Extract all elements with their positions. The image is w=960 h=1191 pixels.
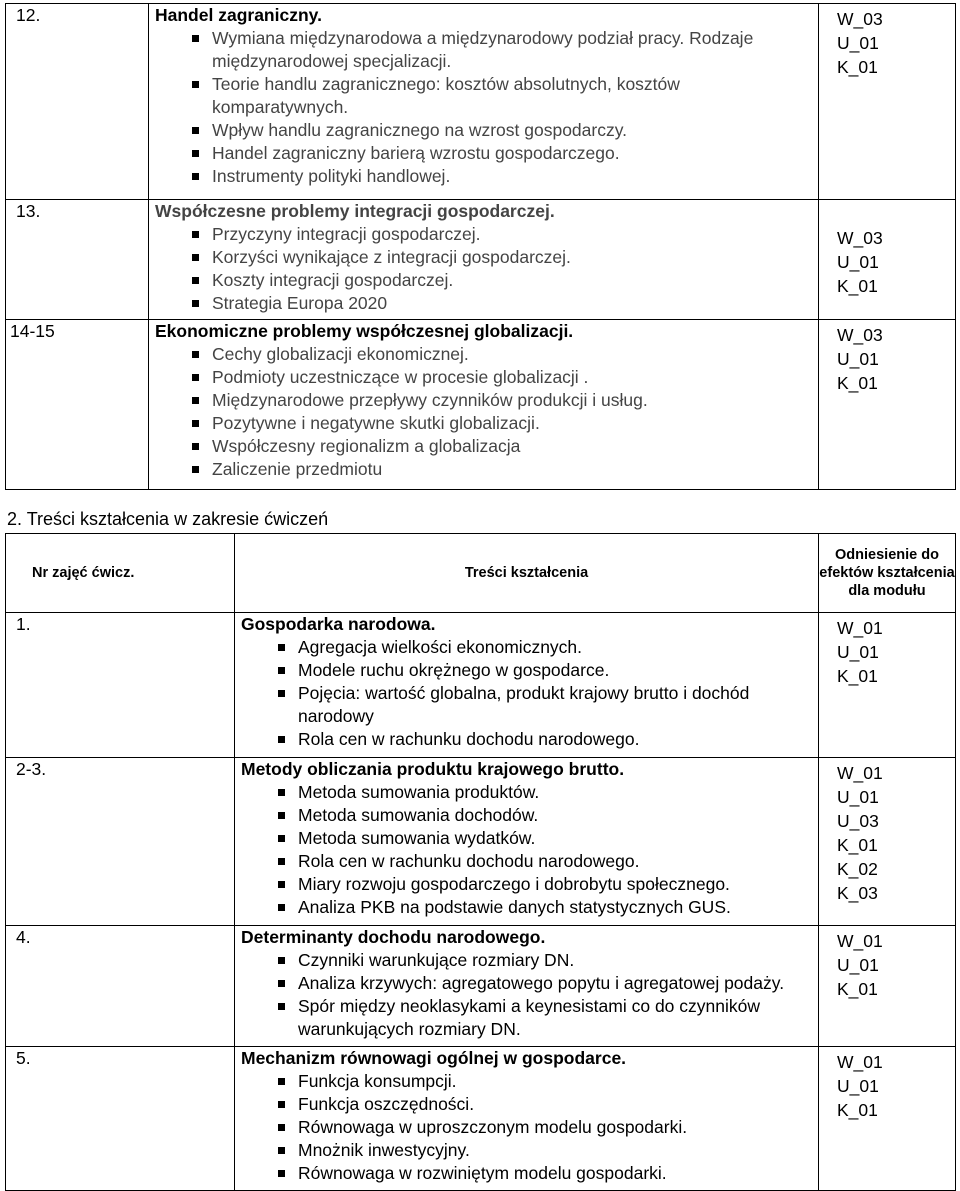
effect-code: U_01 [837, 33, 879, 53]
row-content [235, 758, 819, 926]
list-item: Teorie handlu zagranicznego: kosztów absolutnych, kosztów komparatywnych. [155, 73, 818, 119]
list-item: Metoda sumowania produktów. [241, 781, 818, 804]
effects-cell [819, 926, 956, 1047]
effect-code: W_03 [837, 325, 883, 345]
list-item: Cechy globalizacji ekonomicznej. [155, 343, 818, 366]
row-number: 4. [6, 926, 235, 1047]
effects-cell [819, 4, 956, 200]
effect-code: W_01 [837, 1052, 883, 1072]
effect-code: K_01 [837, 373, 878, 393]
row-number: 1. [6, 613, 235, 758]
row-title: Metody obliczania produktu krajowego brutto. [241, 759, 625, 779]
row-content [149, 200, 819, 320]
effect-code: W_01 [837, 931, 883, 951]
list-item: Zaliczenie przedmiotu [155, 458, 818, 481]
effect-code: W_01 [837, 763, 883, 783]
effect-code: U_01 [837, 642, 879, 662]
list-item: Agregacja wielkości ekonomicznych. [241, 636, 818, 659]
effect-code: U_01 [837, 349, 879, 369]
column-header-effects: Odniesienie do efektów kształcenia dla modułu [819, 534, 956, 613]
effects-cell [819, 320, 956, 490]
list-item: Wymiana międzynarodowa a międzynarodowy podział pracy. Rodzaje międzynarodowej specjalizacji. [155, 27, 818, 73]
effect-code: K_01 [837, 979, 878, 999]
row-content [235, 1047, 819, 1191]
list-item: Rola cen w rachunku dochodu narodowego. [241, 728, 818, 751]
list-item: Czynniki warunkujące rozmiary DN. [241, 949, 818, 972]
table-row [6, 758, 956, 926]
effect-code: W_03 [837, 9, 883, 29]
list-item: Handel zagraniczny barierą wzrostu gospodarczego. [155, 142, 818, 165]
effects-cell [819, 758, 956, 926]
list-item: Podmioty uczestniczące w procesie globalizacji . [155, 366, 818, 389]
bullet-list [155, 223, 818, 315]
list-item: Wpływ handlu zagranicznego na wzrost gospodarczy. [155, 119, 818, 142]
table-row [6, 320, 956, 490]
bullet-list [241, 636, 818, 751]
list-item: Strategia Europa 2020 [155, 292, 818, 315]
list-item: Instrumenty polityki handlowej. [155, 165, 818, 188]
table-row [6, 613, 956, 758]
list-item: Równowaga w uproszczonym modelu gospodarki. [241, 1116, 818, 1139]
row-number: 14-15 [6, 320, 149, 490]
bullet-list [155, 27, 818, 188]
effects-cell [819, 613, 956, 758]
table-row [6, 4, 956, 200]
row-number: 13. [6, 200, 149, 320]
row-title: Handel zagraniczny. [155, 5, 322, 25]
list-item: Pozytywne i negatywne skutki globalizacji. [155, 412, 818, 435]
column-header-content: Treści kształcenia [235, 534, 819, 613]
row-number: 12. [6, 4, 149, 200]
list-item: Metoda sumowania dochodów. [241, 804, 818, 827]
effect-code: W_03 [837, 228, 883, 248]
effects-cell [819, 200, 956, 320]
list-item: Modele ruchu okrężnego w gospodarce. [241, 659, 818, 682]
row-content [235, 926, 819, 1047]
bullet-list [155, 343, 818, 481]
row-number: 2-3. [6, 758, 235, 926]
topics-table-exercises [5, 533, 956, 1191]
effect-code: W_01 [837, 618, 883, 638]
table-row [6, 200, 956, 320]
effect-code: K_01 [837, 57, 878, 77]
list-item: Koszty integracji gospodarczej. [155, 269, 818, 292]
row-content [149, 320, 819, 490]
row-title: Ekonomiczne problemy współczesnej globalizacji. [155, 321, 574, 341]
list-item: Pojęcia: wartość globalna, produkt krajowy brutto i dochód narodowy [241, 682, 818, 728]
bullet-list [241, 1070, 818, 1185]
effect-code: K_02 [837, 859, 878, 879]
row-number: 5. [6, 1047, 235, 1191]
list-item: Równowaga w rozwiniętym modelu gospodarki. [241, 1162, 818, 1185]
effect-code: U_01 [837, 787, 879, 807]
list-item: Rola cen w rachunku dochodu narodowego. [241, 850, 818, 873]
list-item: Miary rozwoju gospodarczego i dobrobytu społecznego. [241, 873, 818, 896]
table-row [6, 926, 956, 1047]
effect-code: K_01 [837, 666, 878, 686]
column-header-number: Nr zajęć ćwicz. [6, 534, 235, 613]
list-item: Mnożnik inwestycyjny. [241, 1139, 818, 1162]
table-row [6, 1047, 956, 1191]
row-title: Współczesne problemy integracji gospodarczej. [155, 201, 555, 221]
list-item: Współczesny regionalizm a globalizacja [155, 435, 818, 458]
row-content [235, 613, 819, 758]
effect-code: U_01 [837, 955, 879, 975]
list-item: Funkcja konsumpcji. [241, 1070, 818, 1093]
topics-table-lecture [5, 3, 956, 490]
row-title: Gospodarka narodowa. [241, 614, 436, 634]
effect-code: K_01 [837, 835, 878, 855]
row-title: Determinanty dochodu narodowego. [241, 927, 546, 947]
list-item: Analiza krzywych: agregatowego popytu i agregatowej podaży. [241, 972, 818, 995]
effect-code: K_01 [837, 1100, 878, 1120]
section-heading: 2. Treści kształcenia w zakresie ćwiczeń [7, 509, 329, 529]
effect-code: U_01 [837, 1076, 879, 1096]
list-item: Korzyści wynikające z integracji gospodarczej. [155, 246, 818, 269]
row-title: Mechanizm równowagi ogólnej w gospodarce. [241, 1048, 627, 1068]
list-item: Funkcja oszczędności. [241, 1093, 818, 1116]
effect-code: K_01 [837, 276, 878, 296]
effects-cell [819, 1047, 956, 1191]
effect-code: K_03 [837, 883, 878, 903]
row-content [149, 4, 819, 200]
list-item: Spór między neoklasykami a keynesistami co do czynników warunkujących rozmiary DN. [241, 995, 818, 1041]
list-item: Metoda sumowania wydatków. [241, 827, 818, 850]
effect-code: U_01 [837, 252, 879, 272]
bullet-list [241, 781, 818, 919]
list-item: Międzynarodowe przepływy czynników produkcji i usług. [155, 389, 818, 412]
table-header-row [6, 534, 956, 613]
list-item: Przyczyny integracji gospodarczej. [155, 223, 818, 246]
bullet-list [241, 949, 818, 1041]
list-item: Analiza PKB na podstawie danych statystycznych GUS. [241, 896, 818, 919]
effect-code: U_03 [837, 811, 879, 831]
